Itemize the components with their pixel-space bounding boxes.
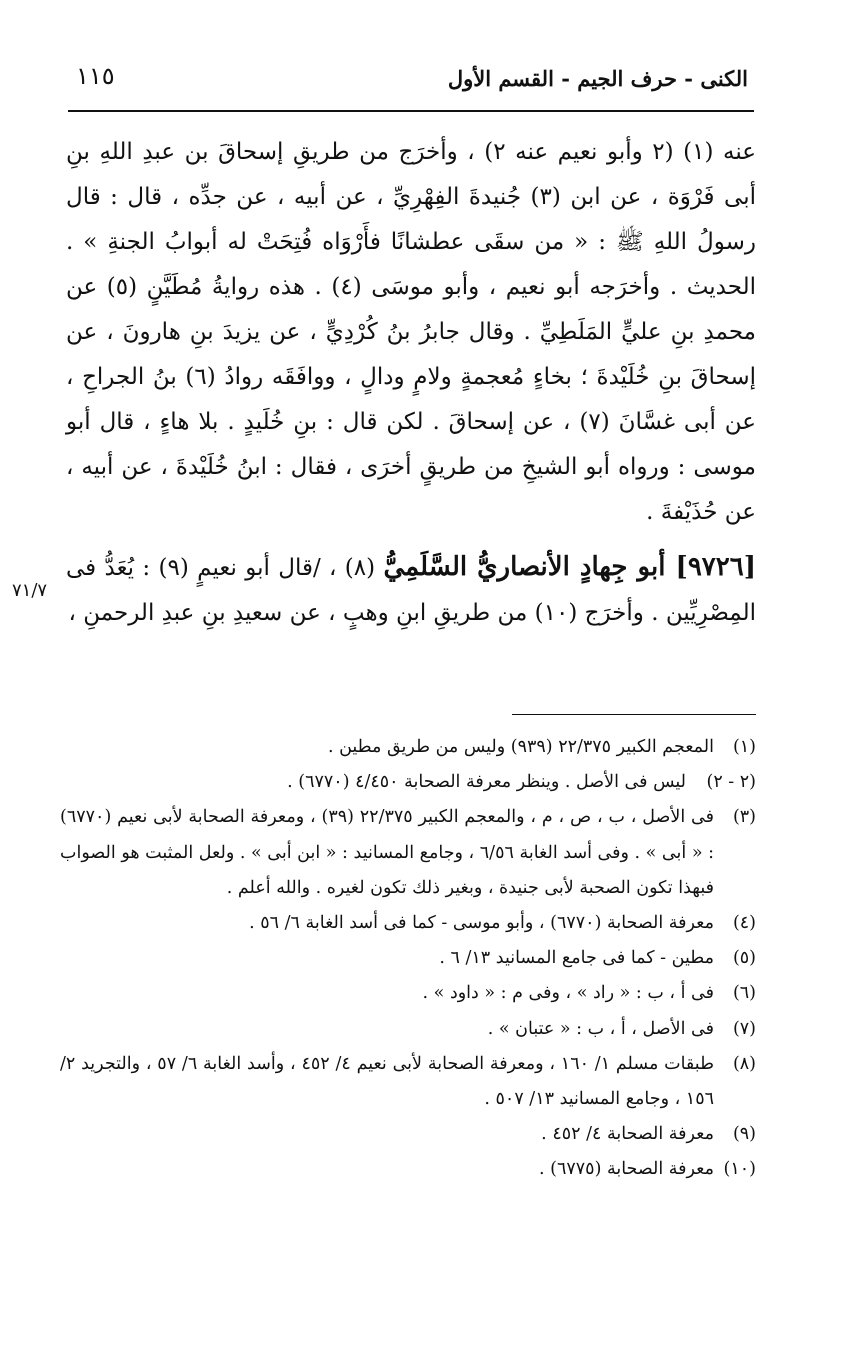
footnote [60, 941, 756, 976]
footnote-number: (٧) [732, 1018, 756, 1039]
footnotes [60, 730, 756, 1188]
running-title: الكنى - حرف الجيم - القسم الأول [447, 66, 748, 91]
paragraph: عنه (١) (٢ وأبو نعيم عنه ٢) ، وأخرَج من طريقِ إسحاقَ بن عبدِ اللهِ بنِ أبى فَرْوَة ، عن ابن (٣) جُنيدةَ الفِهْرِيِّ ، عن أبيه ، عن جدِّه ، قال : قال رسولُ اللهِ ﷺ : « من سقَى عطشانًا فأَرْوَاه فُتِحَتْ له أبوابُ الجنةِ » . الحديث . وأخرَجه أبو نعيم ، وأبو موسَى (٤) . هذه روايةُ مُطَيَّنٍ (٥) عن محمدِ بنِ عليٍّ المَلَطِيِّ . وقال جابرُ بنُ كُرْدِيٍّ ، عن يزيدَ بنِ هارونَ ، عن إسحاقَ بنِ خُلَيْدةَ ؛ بخاءٍ مُعجمةٍ ولامٍ ودالٍ ، ووافَقَه روادُ (٦) بنُ الجراحِ ، عن أبى غسَّانَ (٧) ، عن إسحاقَ . لكن قال : بنِ خُلَيدٍ . بلا هاءٍ ، قال أبو موسى : ورواه أبو الشيخِ من طريقٍ أخرَى ، فقال : ابنُ خُلَيْدةَ ، عن أبيه ، عن حُذَيْفةَ . [66, 139, 757, 525]
margin-reference: ٧١/٧ [12, 580, 48, 601]
page-number: ١١٥ [76, 62, 115, 90]
footnote-text: معرفة الصحابة ٤/ ٤٥٢ . [541, 1124, 714, 1145]
footnote-number: (٤) [732, 913, 756, 934]
page-header [68, 62, 748, 102]
footnote [60, 800, 756, 906]
footnote-number: (٢ - ٢) [706, 772, 756, 793]
footnote-number: (١٠) [723, 1159, 756, 1180]
footnote-text: فى الأصل ، أ ، ب : « عتبان » . [487, 1018, 714, 1039]
footnote-text: مطين - كما فى جامع المسانيد ١٣/ ٦ . [439, 948, 714, 969]
footnote [60, 976, 756, 1011]
footnote-text: معرفة الصحابة (٦٧٧٥) . [539, 1159, 714, 1180]
footnote [60, 765, 756, 800]
footnote-text: المعجم الكبير ٢٢/٣٧٥ (٩٣٩) وليس من طريق مطين . [327, 737, 714, 757]
footnote-text: طبقات مسلم ١/ ١٦٠ ، ومعرفة الصحابة لأبى نعيم ٤/ ٤٥٢ ، وأسد الغابة ٦/ ٥٧ ، والتجريد ٢/ ١٥٦ ، وجامع المسانيد ١٣/ ٥٠٧ . [60, 1053, 714, 1110]
entry-paragraph [66, 545, 756, 636]
footnote-number: (٨) [732, 1053, 756, 1074]
main-text [66, 130, 756, 636]
footnote-number: (٥) [732, 948, 756, 969]
footnote [60, 1117, 756, 1152]
footnote [60, 1012, 756, 1047]
footnote [60, 906, 756, 941]
footnote-number: (٦) [732, 983, 756, 1004]
footnote [60, 1152, 756, 1187]
footnote [60, 730, 756, 765]
footnote-rule [512, 714, 756, 715]
footnote-number: (٩) [732, 1124, 756, 1145]
footnote-text: فى الأصل ، ب ، ص ، م ، والمعجم الكبير ٢٢/٣٧٥ (٣٩) ، ومعرفة الصحابة لأبى نعيم (٦٧٧٠) : « أبى » . وفى أسد الغابة ٦/٥٦ ، وجامع المسانيد : « ابن أبى » . ولعل المثبت هو الصواب فبهذا تكون الصحبة لأبى جنيدة ، وبغير ذلك تكون لغيره . والله أعلم . [60, 807, 714, 898]
footnote-text: فى أ ، ب : « راد » ، وفى م : « داود » . [422, 983, 714, 1004]
footnote-text: ليس فى الأصل . وينظر معرفة الصحابة ٤/٤٥٠ (٦٧٧٠) . [287, 772, 686, 793]
footnote-number: (١) [732, 737, 756, 757]
entry-heading: [٩٧٢٦] أبو جِهادٍ الأنصاريُّ السَّلَمِيُّ [383, 552, 756, 582]
footnote-text: معرفة الصحابة (٦٧٧٠) ، وأبو موسى - كما فى أسد الغابة ٦/ ٥٦ . [249, 913, 714, 934]
footnote [60, 1047, 756, 1117]
entry-text: (٨) ، /قال أبو نعيمٍ (٩) : يُعَدُّ فى المِصْرِيِّين . وأخرَج (١٠) من طريقِ ابنِ وهبٍ ، عن سعيدِ بنِ عبدِ الرحمنِ ، [66, 555, 756, 626]
footnote-number: (٣) [732, 807, 756, 828]
header-rule [68, 110, 754, 112]
